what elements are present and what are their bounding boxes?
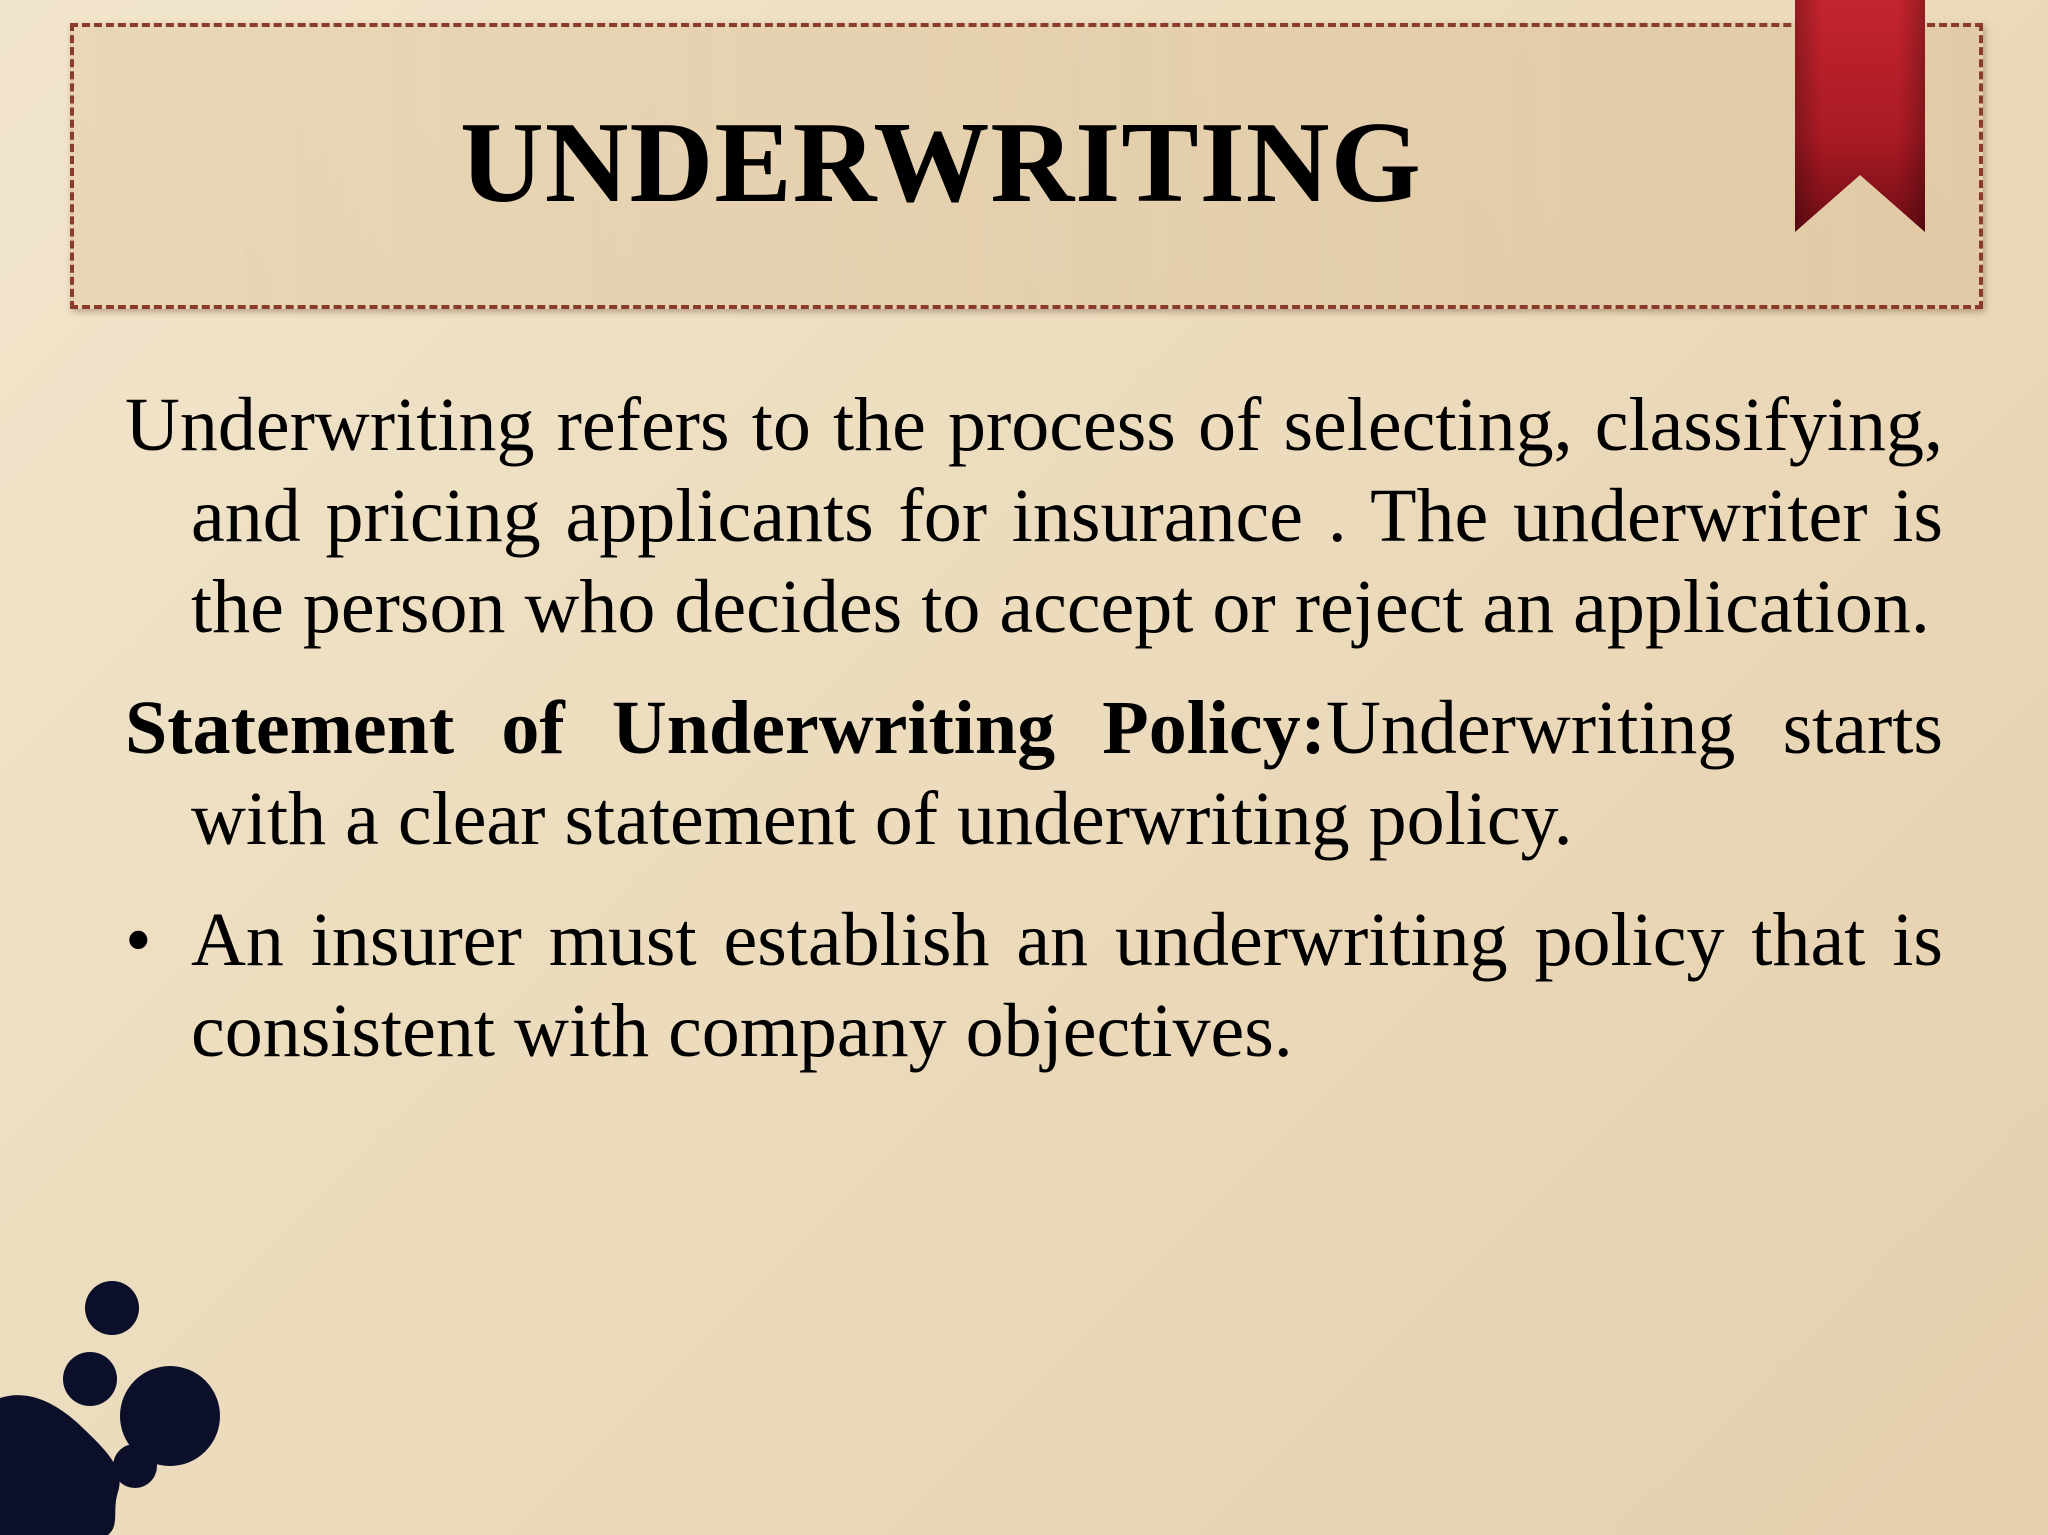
bookmark-ribbon-icon — [1795, 0, 1925, 235]
policy-text: Underwriting starts with a clear statement of underwriting policy. — [191, 686, 1943, 861]
definition-paragraph: Underwriting refers to the process of selecting, classifying, and pricing applicants for insurance . The underwriter is the person who decides to accept or reject an application. — [125, 383, 1943, 649]
ink-splash-decoration — [0, 1270, 230, 1535]
slide-title: UNDERWRITING — [460, 99, 1422, 227]
slide-body — [125, 380, 1943, 1107]
bullet-item — [125, 895, 1943, 1077]
policy-paragraph — [125, 683, 1943, 865]
policy-label: Statement of Underwriting Policy: — [125, 686, 1326, 770]
bullet-text: An insurer must establish an underwriting policy that is consistent with company objectives. — [191, 898, 1943, 1073]
bullet-dot: • — [125, 898, 152, 982]
